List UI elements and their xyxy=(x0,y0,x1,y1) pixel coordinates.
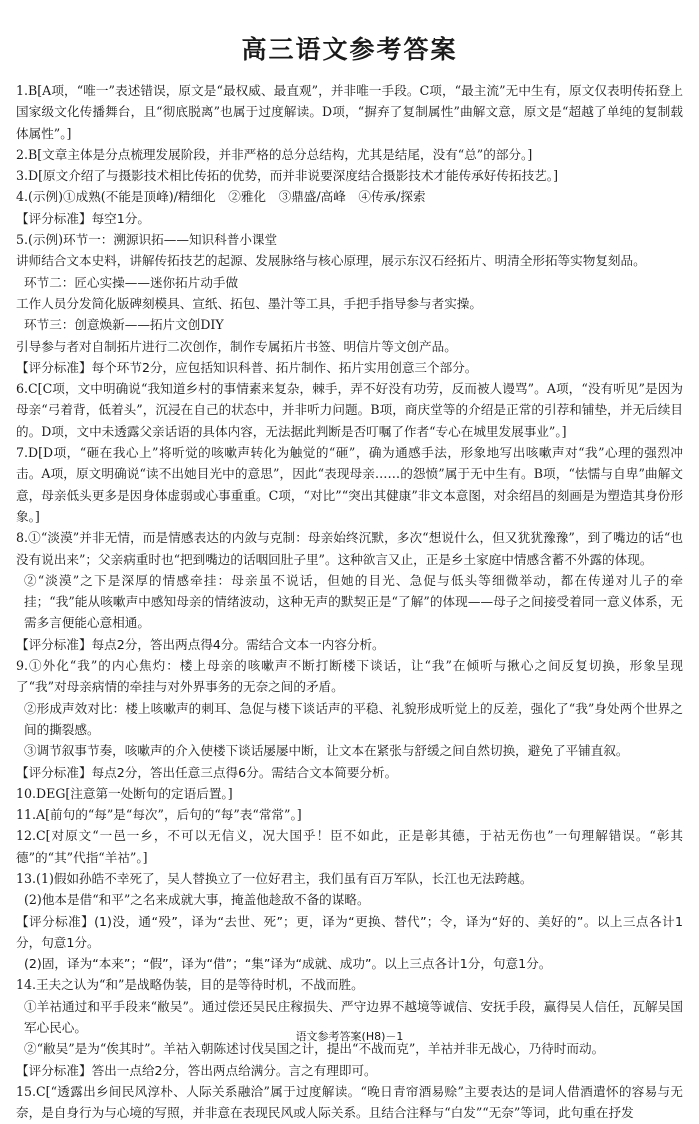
scoring-q13-part1: 【评分标准】(1)没，通“殁”，译为“去世、死”；更，译为“更换、替代”；令，译为“好的、美好的”。以上三点各计1分，句意1分。 xyxy=(16,913,683,950)
scoring-q13-part2: (2)固，译为“本来”；“假”，译为“借”；“集”译为“成就、成功”。以上三点各计1分，句意1分。 xyxy=(24,956,552,972)
answer-q5-step2: 环节二：匠心实操——迷你拓片动手做 xyxy=(24,274,239,290)
answer-q14-point2: ②“敝吴”是为“俟其时”。羊祜入朝陈述讨伐吴国之计，提出“不战而克”，羊祜并非无战心，乃待时而动。 xyxy=(24,1041,605,1057)
answer-q6: 6.C[C项，文中明确说“我知道乡村的事情素来复杂，棘手，弄不好没有功劳，反而被人谩骂”。A项，“没有听见”是因为母亲“弓着背，低着头”，沉浸在自己的状态中，并非听力问题。B项，商庆堂等的介绍是正常的引荐和铺垫，并无后续目的。D项，文中未透露父亲话语的具体内容，无法据此判断是否叮嘱了作者“专心在城里发展事业”。] xyxy=(16,381,683,439)
answer-q10: 10.DEG[注意第一处断句的定语后置。] xyxy=(16,785,233,801)
answer-q14-point1: ①羊祜通过和平手段来“敝吴”。通过偿还吴民庄稼损失、严守边界不越境等诚信、安抚手段，赢得吴人信任，瓦解吴国军心民心。 xyxy=(24,998,683,1036)
answer-q14: 14.王夫之认为“和”是战略伪装，目的是等待时机，不战而胜。 xyxy=(16,977,364,993)
answer-q9-point3: ③调节叙事节奏，咳嗽声的介入使楼下谈话屡屡中断，让文本在紧张与舒缓之间自然切换，避免了平铺直叙。 xyxy=(24,743,629,759)
answer-q11: 11.A[前句的“每”是“每次”，后句的“每”表“常常”。] xyxy=(16,807,302,823)
answer-q5-step3: 环节三：创意焕新——拓片文创DIY xyxy=(24,317,224,333)
answer-q9-point2: ②形成声效对比：楼上咳嗽声的刺耳、急促与楼下谈话声的平稳、礼貌形成听觉上的反差，强化了“我”身处两个世界之间的撕裂感。 xyxy=(24,700,683,737)
scoring-q14: 【评分标准】答出一点给2分，答出两点给满分。言之有理即可。 xyxy=(16,1062,377,1078)
answer-q5-step3-detail: 引导参与者对自制拓片进行二次创作，制作专属拓片书签、明信片等文创产品。 xyxy=(16,338,457,354)
scoring-q4: 【评分标准】每空1分。 xyxy=(16,210,150,226)
answer-q5-step2-detail: 工作人员分发简化版碑刻模具、宣纸、拓包、墨汁等工具，手把手指导参与者实操。 xyxy=(16,295,482,311)
answer-q8-point2: ②“淡漠”之下是深厚的情感牵挂：母亲虽不说话，但她的目光、急促与低头等细微举动，都在传递对儿子的牵挂；“我”能从咳嗽声中感知母亲的情绪波动，这种无声的默契正是“了解”的体现——母子之间接受着同一意义体系，无需多言便能心意相通。 xyxy=(24,572,683,631)
answer-q5: 5.(示例)环节一：溯源识拓——知识科普小课堂 xyxy=(16,232,278,248)
answer-q9-point1: 9.①外化“我”的内心焦灼：楼上母亲的咳嗽声不断打断楼下谈话，让“我”在倾听与揪心之间反复切换，形象呈现了“我”对母亲病情的牵挂与对外界事务的无奈之间的矛盾。 xyxy=(16,658,683,695)
answer-q2: 2.B[文章主体是分点梳理发展阶段，并非严格的总分总结构，尤其是结尾，没有“总”的部分。] xyxy=(16,146,533,162)
answer-q5-step1-detail: 讲师结合文本史料，讲解传拓技艺的起源、发展脉络与核心原理，展示东汉石经拓片、明清全形拓等实物复刻品。 xyxy=(16,253,646,269)
answer-q1: 1.B[A项，“唯一”表述错误，原文是“最权威、最直观”，并非唯一手段。C项，“最主流”无中生有，原文仅表明传拓登上国家级文化传播舞台，且“彻底脱离”也属于过度解读。D项，“摒弃了复制属性”曲解文意，原文是“超越了单纯的复制载体属性”。] xyxy=(16,83,683,141)
answer-q13-part1: 13.(1)假如孙皓不幸死了，吴人替换立了一位好君主，我们虽有百万军队，长江也无法跨越。 xyxy=(16,870,533,886)
answer-q7: 7.D[D项，“砸在我心上”将听觉的咳嗽声转化为触觉的“砸”，确为通感手法，形象地写出咳嗽声对“我”心理的强烈冲击。A项，原文明确说“读不出她目光中的意思”，因此“表现母亲……的怨愤”属于无中生有。B项，“怯懦与自卑”曲解文意，母亲低头更多是因身体虚弱或心事重重。C项，“对比”“突出其健康”非文本意图，对余绍昌的刻画是为塑造其身份形象。] xyxy=(16,445,683,524)
page-title: 高三语文参考答案 xyxy=(241,35,458,64)
scoring-q5: 【评分标准】每个环节2分，应包括知识科普、拓片制作、拓片实用创意三个部分。 xyxy=(16,359,478,375)
answer-q8-point1: 8.①“淡漠”并非无情，而是情感表达的内敛与克制：母亲始终沉默，多次“想说什么，但又犹犹豫豫”，到了嘴边的话“也没有说出来”；父亲病重时也“把到嘴边的话咽回肚子里”。这种欲言又止，正是乡土家庭中情感含蓄不外露的体现。 xyxy=(16,530,683,567)
answer-body xyxy=(16,80,683,1124)
answer-q15: 15.C[“透露出乡间民风淳朴、人际关系融洽”属于过度解读。“晚日青帘酒易赊”主要表达的是词人借酒遣怀的容易与无奈，是自身行为与心境的写照，并非意在表现民风或人际关系。且结合注释与“白发”“无奈”等词，此句重在抒发 xyxy=(16,1083,683,1121)
answer-q12: 12.C[对原文“一邑一乡，不可以无信义，况大国乎！臣不如此，正是彰其德，于祜无伤也”一句理解错误。“彰其德”的“其”代指“羊祜”。] xyxy=(16,828,683,865)
scoring-q8: 【评分标准】每点2分，答出两点得4分。需结合文本一内容分析。 xyxy=(16,636,385,652)
scoring-q9: 【评分标准】每点2分，答出任意三点得6分。需结合文本简要分析。 xyxy=(16,764,398,780)
page-footer: 语文参考答案(H8)－1 xyxy=(295,1030,404,1043)
answer-q13-part2: (2)他本是借“和平”之名来成就大事，掩盖他趁敌不备的谋略。 xyxy=(24,892,370,908)
answer-q3: 3.D[原文介绍了与摄影技术相比传拓的优势，而并非说要深度结合摄影技术才能传承好传拓技艺。] xyxy=(16,168,558,184)
answer-q4: 4.(示例)①成熟(不能是顶峰)/精细化 ②雅化 ③鼎盛/高峰 ④传承/探索 xyxy=(16,189,426,205)
